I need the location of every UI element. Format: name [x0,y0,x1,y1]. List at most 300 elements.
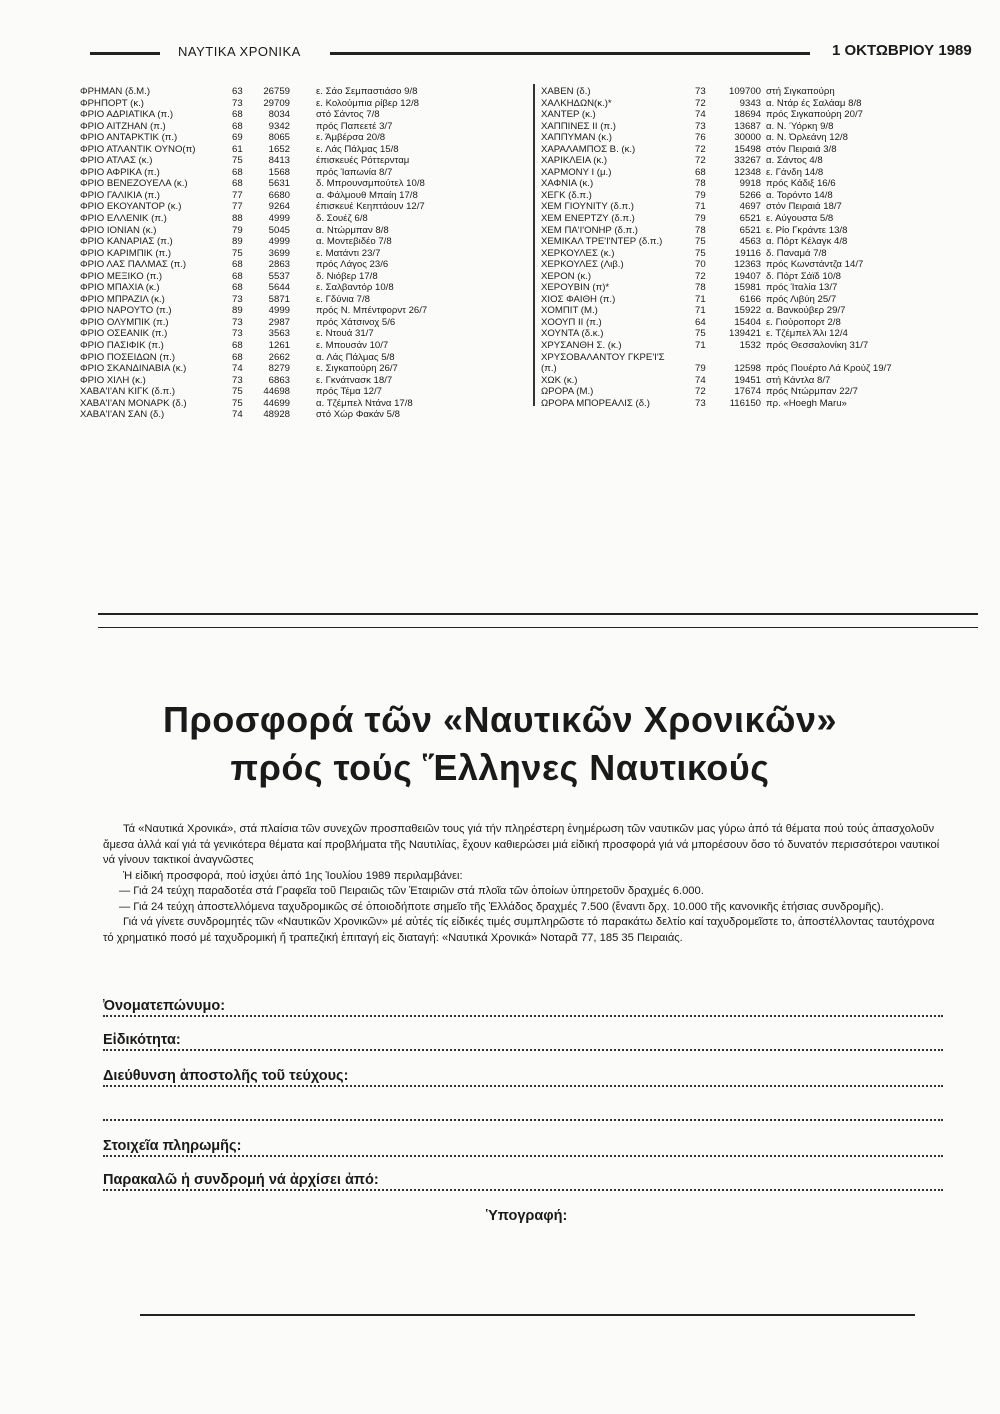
ship-status: ε. Σιγκαπούρη 26/7 [316,363,398,375]
ship-row [80,259,525,271]
ship-name: ΦΡΙΟ ΑΤΛΑΝΤΙΚ ΟΥΝΟ(π) [80,143,196,155]
section-rule-second [98,627,978,628]
ship-name: ΦΡΗΠΟΡΤ (κ.) [80,97,144,109]
ship-name: ΧΕΜ ΕΝΕΡΤΖΥ (δ.π.) [541,213,635,225]
ship-status: α. Ν. Ύόρκη 9/8 [766,120,834,132]
ship-dwt: 9918 [739,178,761,190]
ship-status: πρός Θεσσαλονίκη 31/7 [766,340,869,352]
ship-status: πρός Χάτσινοχ 5/6 [316,316,396,328]
address-dotted-line [103,1085,943,1087]
ship-status: πρ. «Hoegh Maru» [766,397,847,409]
ship-name: (π.) [541,363,557,375]
ship-name: ΧΩΚ (κ.) [541,374,578,386]
ship-row [541,340,961,352]
ship-row [541,398,961,410]
ship-row [80,178,525,190]
ship-status: πρός Ντώρμπαν 22/7 [766,386,858,398]
ship-dwt: 4697 [739,201,761,213]
ship-row [80,144,525,156]
ship-row [541,294,961,306]
ship-year: 73 [232,328,243,340]
address-label: Διεύθυνση ἀποστολῆς τοῦ τεύχους: [103,1068,349,1084]
ship-dwt: 26759 [263,86,290,97]
name-field[interactable] [103,998,943,1022]
ship-year: 73 [232,293,243,305]
ship-year: 74 [232,409,243,421]
ship-status: α. Τζέμπελ Ντάνα 17/8 [316,397,413,409]
ship-status: α. Φάλμουθ Μπαίη 17/8 [316,189,418,201]
ship-dwt: 19451 [734,374,761,386]
ship-dwt: 19407 [734,270,761,282]
ship-name: ΦΡΙΟ ΙΟΝΙΑΝ (κ.) [80,224,157,236]
ship-dwt: 19116 [735,247,761,259]
ship-status: α. Ντώρμπαν 8/8 [316,224,389,236]
ship-dwt: 8065 [268,132,290,144]
ship-name: ΦΡΙΟ ΛΑΣ ΠΑΛΜΑΣ (π.) [80,259,187,271]
specialty-dotted-line [103,1049,943,1051]
ship-row [541,225,961,237]
ship-row [80,305,525,317]
ship-row [80,282,525,294]
ship-year: 72 [695,270,706,282]
ship-year: 71 [695,340,706,352]
ship-row [80,155,525,167]
ship-dwt: 1652 [268,143,290,155]
ship-name: ΦΡΙΟ ΟΣΕΑΝΙΚ (π.) [80,328,168,340]
ship-dwt: 1261 [268,340,290,352]
ship-name: ΦΡΙΟ ΧΙΛΗ (κ.) [80,374,146,386]
ship-status: στόν Πειραιά 3/8 [766,143,837,155]
ship-status: πρός Κωνστάντζα 14/7 [766,259,864,271]
ship-status: πρός Παπεετέ 3/7 [316,120,393,132]
ship-status: στή Σιγκαπούρη [766,86,835,97]
ship-dwt: 5631 [268,178,290,190]
ship-dwt: 13687 [734,120,761,132]
ship-year: 76 [695,132,706,144]
ships-table-right [541,86,961,409]
ship-row [541,86,961,98]
ship-status: ε. Τζέμπελ Άλι 12/4 [766,328,848,340]
ship-name: ΧΑΝΤΕΡ (κ.) [541,109,596,121]
ship-name: ΧΑΒΑ'Ι'ΑΝ ΜΟΝΑΡΚ (δ.) [80,397,187,409]
ship-row [541,190,961,202]
ship-year: 72 [695,97,706,109]
offer-paragraph-includes: Ἡ εἰδική προσφορά, πού ἰσχύει ἀπό 1ης Ἰουλίου 1989 περιλαμβάνει: [123,869,463,882]
ship-row [80,352,525,364]
ship-name: ΧΑΡΜΟΝΥ Ι (μ.) [541,166,612,178]
specialty-field[interactable] [103,1032,943,1056]
ship-dwt: 48928 [263,409,290,421]
ship-row [541,98,961,110]
ship-year: 74 [232,363,243,375]
start-date-field[interactable] [103,1172,943,1196]
header-rule-left [90,52,160,55]
ship-name: ΧΙΟΣ ΦΑΙΘΗ (π.) [541,293,616,305]
ship-status: δ. Πόρτ Σάϊδ 10/8 [766,270,841,282]
ship-row [541,363,961,375]
ship-year: 73 [695,86,706,97]
payment-label: Στοιχεῖα πληρωμῆς: [103,1138,242,1154]
ship-dwt: 3563 [268,328,290,340]
ship-name: ΦΡΙΟ ΑΦΡΙΚΑ (π.) [80,166,160,178]
start-date-dotted-line [103,1189,943,1191]
ship-dwt: 6680 [268,189,290,201]
ship-status: α. Ντάρ ές Σαλάαμ 8/8 [766,97,862,109]
ship-year: 68 [232,340,243,352]
ship-name: ΦΡΙΟ ΒΕΝΕΖΟΥΕΛΑ (κ.) [80,178,188,190]
ship-status: πρός Λιβύη 25/7 [766,293,837,305]
ship-year: 63 [232,86,243,97]
ship-dwt: 18694 [734,109,761,121]
ship-dwt: 29709 [263,97,290,109]
ship-status: έπισκευές Ρόττερνταμ [316,155,410,167]
offer-item-piraeus: — Γιά 24 τεύχη παραδοτέα στά Γραφεῖα τοῦ Πειραιῶς τῶν Ἑταιριῶν στά πλοῖα τῶν ὁποίων ὑπηρετοῦν δραχμές 6.000. [119,885,704,897]
ship-status: ε. Άμβέρσα 20/8 [316,132,386,144]
ship-year: 75 [232,397,243,409]
ship-dwt: 5537 [268,270,290,282]
ship-name: ΦΡΙΟ ΣΚΑΝΔΙΝΑΒΙΑ (κ.) [80,363,187,375]
ship-row [541,155,961,167]
ship-status: στή Κάντλα 8/7 [766,374,831,386]
ship-status: πρός Πουέρτο Λά Κρούζ 19/7 [766,363,892,375]
ship-dwt: 12348 [734,166,761,178]
ship-status: πρός Ίταλία 13/7 [766,282,838,294]
ship-name: ΦΡΙΟ ΜΕΞΙΚΟ (π.) [80,270,163,282]
ship-year: 68 [232,270,243,282]
ship-dwt: 5045 [268,224,290,236]
ship-row [541,317,961,329]
ship-name: ΦΡΙΟ ΚΑΡΙΜΠΙΚ (π.) [80,247,172,259]
ship-name: ΧΑΡΑΛΑΜΠΟΣ Β. (κ.) [541,143,636,155]
ship-year: 89 [232,236,243,248]
ship-row [80,190,525,202]
ship-status: ε. Γιούροπορτ 2/8 [766,316,841,328]
ship-year: 79 [695,363,706,375]
name-label: Ὀνοματεπώνυμο: [103,998,226,1014]
ship-row [80,340,525,352]
ship-status: α. Σάντος 4/8 [766,155,823,167]
ship-status: α. Ν. Όρλεάνη 12/8 [766,132,848,144]
ship-year: 71 [695,293,706,305]
ship-name: ΧΡΥΣΟΒΑΛΑΝΤΟΥ ΓΚΡΕ'Ι'Σ [541,351,665,363]
ship-year: 79 [232,224,243,236]
ship-year: 79 [695,189,706,201]
ship-status: ε. Ματάντι 23/7 [316,247,381,259]
ship-name: ΦΡΙΟ ΜΠΑΧΙΑ (κ.) [80,282,160,294]
ship-year: 71 [695,305,706,317]
ship-status: δ. Μπρουνσμπούτελ 10/8 [316,178,425,190]
ship-row [541,386,961,398]
ship-year: 75 [695,236,706,248]
ship-dwt: 3699 [268,247,290,259]
ship-status: δ. Νιόβερ 17/8 [316,270,378,282]
ship-row [80,409,525,421]
ship-row [80,121,525,133]
ship-year: 75 [232,386,243,398]
ship-name: ΦΡΙΟ ΠΑΣΙΦΙΚ (π.) [80,340,164,352]
ship-name: ΦΡΗΜΑΝ (δ.Μ.) [80,86,151,97]
ship-dwt: 2863 [268,259,290,271]
ship-row [541,248,961,260]
ship-dwt: 5644 [268,282,290,294]
ships-table-left [80,86,525,421]
ship-status: α. Μοντεβιδέο 7/8 [316,236,392,248]
ship-status: ε. Μπουσάν 10/7 [316,340,389,352]
column-divider [533,84,535,406]
ship-status: στόν Πειραιά 18/7 [766,201,842,213]
ship-dwt: 8034 [268,109,290,121]
ship-row [541,352,961,364]
ship-dwt: 109700 [728,86,761,97]
ship-year: 75 [232,247,243,259]
ship-dwt: 6521 [739,213,761,225]
ship-status: α. Πόρτ Κέλαγκ 4/8 [766,236,848,248]
ship-year: 68 [232,120,243,132]
specialty-label: Εἰδικότητα: [103,1032,181,1048]
ship-row [80,398,525,410]
ship-year: 77 [232,189,243,201]
ship-year: 75 [695,247,706,259]
ship-name: ΧΑΒΑ'Ι'ΑΝ ΚΙΓΚ (δ.π.) [80,386,176,398]
ship-row [80,294,525,306]
ship-name: ΧΕΡΚΟΥΛΕΣ (κ.) [541,247,615,259]
offer-paragraph-subscribe: Γιά νά γίνετε συνδρομητές τῶν «Ναυτικῶν Χρονικῶν» μέ αὐτές τίς εἰδικές τιμές συμπληρῶστε τό παρακάτω δελτίο καί ταχυδρομεῖστε το, ἀποστέλλοντας ταυτόχρονα τό χρηματικό ποσό μέ ταχυδρομική ἤ τραπεζική ἐπιταγή εἰς διαταγή: «Ναυτικά Χρονικά» Νοταρᾶ 77, 185 35 Πειραιάς. [103,916,935,944]
ship-name: ΩΡΟΡΑ (Μ.) [541,386,594,398]
ship-row [541,259,961,271]
ship-dwt: 1532 [739,340,761,352]
ship-status: ε. Σαλβαντόρ 10/8 [316,282,394,294]
ship-year: 74 [695,374,706,386]
ship-status: α. Βανκούβερ 29/7 [766,305,846,317]
ship-name: ΧΑΦΝΙΑ (κ.) [541,178,594,190]
ship-year: 73 [695,120,706,132]
ship-row [80,167,525,179]
ship-status: στό Χώρ Φακάν 5/8 [316,409,400,421]
ship-year: 88 [232,213,243,225]
ship-name: ΧΕΜ ΓΙΟΥΝΙΤΥ (δ.π.) [541,201,634,213]
ship-year: 68 [695,166,706,178]
ship-row [541,328,961,340]
ship-year: 78 [695,178,706,190]
ship-dwt: 139421 [728,328,761,340]
ship-row [80,386,525,398]
payment-dotted-line [103,1155,943,1157]
ship-name: ΦΡΙΟ ΑΤΛΑΣ (κ.) [80,155,153,167]
ship-name: ΧΕΡΟΝ (κ.) [541,270,592,282]
ship-year: 73 [695,397,706,409]
ship-year: 68 [232,351,243,363]
ship-status: πρός Ν. Μπέντφορντ 26/7 [316,305,428,317]
ship-status: ε. Κολούμπια ρίβερ 12/8 [316,97,419,109]
ship-row [80,236,525,248]
ship-year: 68 [232,178,243,190]
ship-row [541,271,961,283]
ship-name: ΧΑΒΕΝ (δ.) [541,86,591,97]
publication-name: ΝΑΥΤΙΚΑ ΧΡΟΝΙΚΑ [178,44,301,59]
ship-status: πρός Λάγος 23/6 [316,259,389,271]
ship-status: ε. Σάο Σεμπαστιάσο 9/8 [316,86,418,97]
ship-row [541,282,961,294]
ship-status: ε. Γδύνια 7/8 [316,293,370,305]
signature-label: Ὑπογραφή: [486,1208,568,1224]
ship-dwt: 44698 [263,386,290,398]
ship-status: στό Σάντος 7/8 [316,109,380,121]
ship-name: ΦΡΙΟ ΕΚΟΥΑΝΤΟΡ (κ.) [80,201,182,213]
ship-year: 72 [695,143,706,155]
header-rule-right [330,52,810,55]
ship-row [541,109,961,121]
ship-year: 61 [232,143,243,155]
offer-item-mail: — Γιά 24 τεύχη ἀποστελλόμενα ταχυδρομικῶς σέ ὁποιοδήποτε σημεῖο τῆς Ἑλλάδος δραχμές 7.500 (ἔναντι δρχ. 10.000 τῆς κανονικῆς ἐτήσιας συνδρομῆς). [119,900,884,913]
offer-title-line2: πρός τούς Ἕλληνες Ναυτικούς [230,747,770,788]
ship-year: 72 [695,155,706,167]
start-date-label: Παρακαλῶ ἡ συνδρομή νά ἀρχίσει ἀπό: [103,1172,379,1188]
ship-year: 73 [232,374,243,386]
ship-year: 71 [695,201,706,213]
ship-name: ΧΟΟΥΠ ΙΙ (π.) [541,316,602,328]
ship-dwt: 1568 [268,166,290,178]
ship-dwt: 9264 [268,201,290,213]
ship-row [80,201,525,213]
ship-name: ΦΡΙΟ ΠΟΣΕΙΔΩΝ (π.) [80,351,176,363]
ship-row [80,271,525,283]
ship-name: ΦΡΙΟ ΕΛΛΕΝΙΚ (π.) [80,213,167,225]
ship-name: ΦΡΙΟ ΚΑΝΑΡΙΑΣ (π.) [80,236,173,248]
ship-row [80,132,525,144]
ship-name: ΦΡΙΟ ΝΑΡΟΥΤΟ (π.) [80,305,172,317]
ship-row [541,213,961,225]
ship-dwt: 9343 [739,97,761,109]
ship-dwt: 5871 [268,293,290,305]
ship-row [80,328,525,340]
ship-year: 89 [232,305,243,317]
ship-dwt: 17674 [734,386,761,398]
ship-row [541,132,961,144]
ship-row [541,305,961,317]
ship-status: ε. Ντουά 31/7 [316,328,374,340]
ship-name: ΦΡΙΟ ΜΠΡΑΖΙΛ (κ.) [80,293,165,305]
ship-name: ΧΑΠΠΙΝΕΣ ΙΙ (π.) [541,120,616,132]
ship-name: ΦΡΙΟ ΑΔΡΙΑΤΙΚΑ (π.) [80,109,174,121]
address-field[interactable] [103,1068,943,1092]
ship-status: δ. Παναμά 7/8 [766,247,827,259]
ship-name: ΦΡΙΟ ΓΑΛΙΚΙΑ (π.) [80,189,160,201]
ship-year: 73 [232,316,243,328]
ship-status: ε. Γκνάτνασκ 18/7 [316,374,393,386]
ship-row [541,375,961,387]
section-rule-bottom [140,1314,915,1316]
ship-dwt: 116150 [729,397,761,409]
ship-status: α. Τορόντο 14/8 [766,189,833,201]
ship-dwt: 12598 [734,363,761,375]
address-field-continued[interactable] [103,1102,943,1126]
ship-name: ΦΡΙΟ ΟΛΥΜΠΙΚ (π.) [80,316,169,328]
ship-name: ΧΟΥΝΤΑ (δ.κ.) [541,328,604,340]
ship-status: ε. Ρίο Γκράντε 13/8 [766,224,848,236]
ship-row [541,236,961,248]
ship-dwt: 15498 [734,143,761,155]
ship-name: ΧΟΜΠΙΤ (Μ.) [541,305,598,317]
ship-year: 70 [695,259,706,271]
payment-field[interactable] [103,1138,943,1162]
ship-dwt: 5266 [739,189,761,201]
ship-status: πρός Ίαπωνία 8/7 [316,166,393,178]
ship-year: 78 [695,224,706,236]
ship-row [80,213,525,225]
ship-year: 75 [695,328,706,340]
ship-year: 77 [232,201,243,213]
ship-dwt: 6166 [739,293,761,305]
ship-dwt: 9342 [268,120,290,132]
ship-year: 64 [695,316,706,328]
ship-row [541,167,961,179]
ship-status: πρός Τέμα 12/7 [316,386,383,398]
ship-status: ε. Αύγουστα 5/8 [766,213,834,225]
ship-name: ΧΕΜ ΠΑ'Ι'ΟΝΗΡ (δ.π.) [541,224,639,236]
ship-row [541,178,961,190]
ship-row [80,225,525,237]
ship-year: 74 [695,109,706,121]
ship-status: α. Λάς Πάλμας 5/8 [316,351,395,363]
ship-dwt: 6863 [268,374,290,386]
ship-year: 68 [232,259,243,271]
ship-dwt: 6521 [739,224,761,236]
ship-dwt: 2662 [268,351,290,363]
ship-row [80,98,525,110]
ship-row [80,363,525,375]
ship-dwt: 15404 [734,316,761,328]
ship-name: ΧΕΜΙΚΑΛ ΤΡΕ'Ι'ΝΤΕΡ (δ.π.) [541,236,663,248]
offer-title-line1: Προσφορά τῶν «Ναυτικῶν Χρονικῶν» [162,699,838,740]
ship-year: 72 [695,386,706,398]
ship-dwt: 15922 [734,305,761,317]
ship-dwt: 15981 [734,282,761,294]
ship-dwt: 33267 [734,155,761,167]
ship-name: ΧΕΓΚ (δ.π.) [541,189,592,201]
ship-year: 68 [232,282,243,294]
ship-row [541,201,961,213]
issue-date: 1 ΟΚΤΩΒΡΙΟΥ 1989 [832,42,972,59]
ship-dwt: 30000 [734,132,761,144]
ship-status: πρός Σιγκαπούρη 20/7 [766,109,863,121]
ship-name: ΧΕΡΚΟΥΛΕΣ (Λιβ.) [541,259,624,271]
ship-row [80,109,525,121]
ship-name: ΩΡΟΡΑ ΜΠΟΡΕΑΛΙΣ (δ.) [541,397,650,409]
ship-dwt: 4999 [268,305,290,317]
ship-dwt: 4563 [739,236,761,248]
ship-dwt: 44699 [263,397,290,409]
ship-dwt: 4999 [268,213,290,225]
ship-year: 75 [232,155,243,167]
ship-dwt: 12363 [734,259,761,271]
ship-name: ΧΑΛΚΗΔΩΝ(κ.)* [541,97,612,109]
ship-row [80,248,525,260]
ship-name: ΧΡΥΣΑΝΘΗ Σ. (κ.) [541,340,622,352]
ship-status: δ. Σουέζ 6/8 [316,213,368,225]
ship-name: ΧΑΠΠΥΜΑΝ (κ.) [541,132,612,144]
ship-status: έπισκευέ Κεηπτάουν 12/7 [316,201,425,213]
ship-name: ΦΡΙΟ ΑΝΤΑΡΚΤΙΚ (π.) [80,132,178,144]
ship-name: ΧΑΡΙΚΛΕΙΑ (κ.) [541,155,608,167]
ship-row [80,86,525,98]
ship-status: ε. Λάς Πάλμας 15/8 [316,143,399,155]
ship-year: 73 [232,97,243,109]
ship-row [80,317,525,329]
offer-body [103,822,943,946]
ship-year: 68 [232,166,243,178]
ship-dwt: 8279 [268,363,290,375]
ship-name: ΧΑΒΑ'Ι'ΑΝ ΣΑΝ (δ.) [80,409,165,421]
